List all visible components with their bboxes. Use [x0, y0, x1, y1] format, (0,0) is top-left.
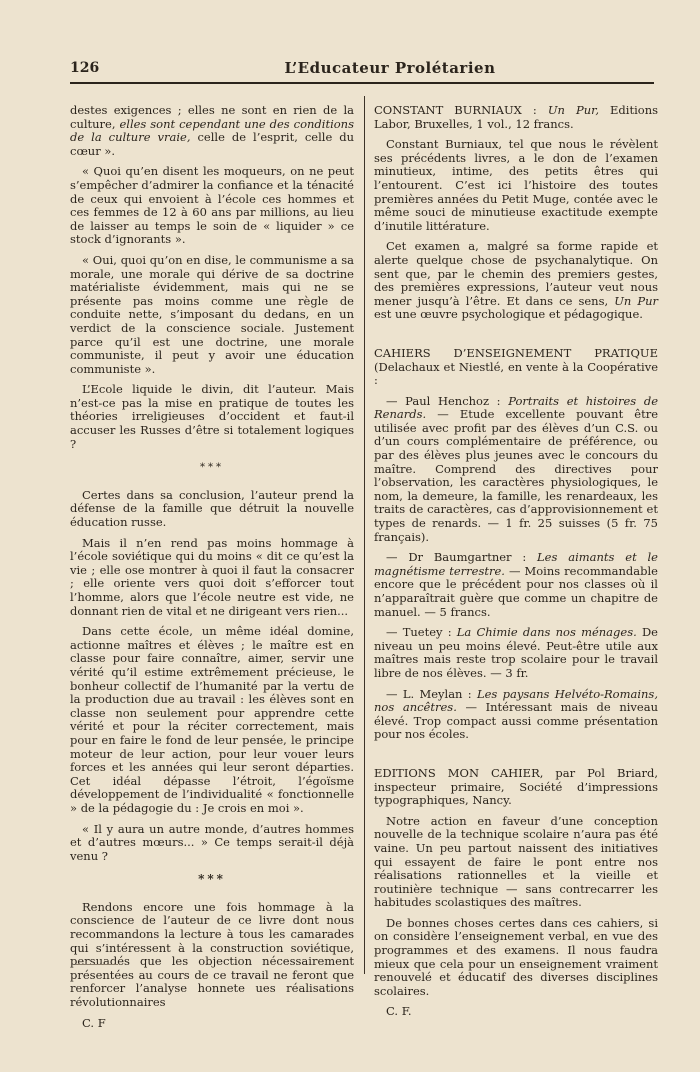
- paragraph: De bonnes choses certes dans ces cahiers, si on considère l’enseignement verbal, en vue des programmes et des examens. Il nous faudra mieux que cela pour un enseignement vraiment renouvelé et éducatif des diverses disciplines scolaires.: [374, 915, 658, 998]
- paragraph: destes exigences ; elles ne sont en rien de la culture, elles sont cependant une des conditions de la culture vraie, celle de l’esprit, celle du cœur ».: [70, 103, 355, 158]
- paragraph: — Dr Baumgartner : Les aimants et le magnétisme terrestre. — Moins recommandable encore que le précédent pour nos classes où il n’apparaîtrait guère que comme un chapitre de manuel. — 5 francs.: [374, 550, 658, 619]
- paragraph: Dans cette école, un même idéal domine, actionne maîtres et élèves ; le maître est en classe pour faire connaître, aimer, servir une vérité qu’il estime extrêmement précieuse, le bonheur collectif de l’humanité par la vertu de la production due au travail : les élèves sont en classe non seulement pour apprendre cette vérité et pour la réciter correctement, mais pour en faire le fond de leur pensée, le principe moteur de leur action, pour leur vouer leurs forces et les années qui leur seront départies. Cet idéal dépasse l’étroit, l’égoïsme développement de l’individualité « fonctionnelle » de la pédagogie du : Je crois en moi ».: [70, 624, 354, 815]
- paragraph: Notre action en faveur d’une conception nouvelle de la technique scolaire n’aura pas été vaine. Un peu partout naissent des initiatives qui essayent de faire le pont entre nos réalisations rationnelles et la vieille et routinière technique — sans contrecarrer les habitudes scolastiques des maîtres.: [374, 813, 658, 910]
- paragraph: — Paul Henchoz : Portraits et histoires de Renards. — Etude excellente pouvant être utilisée avec profit par des élèves d’un C.S. ou d’un cours complémentaire de préférence, ou par des élèves plus jeunes avec le concours du maître. Comprend des directives pour l’observation, les caractères physiologiques, le nom, la demeure, la famille, les renardeaux, les traits de caractères, cas d’approvisionnement et types de renards. — 1 fr. 25 suisses (5 fr. 75 français).: [374, 393, 658, 544]
- paragraph: Certes dans sa conclusion, l’auteur prend la défense de la famille que détruit la nouvelle éducation russe.: [70, 487, 354, 530]
- paragraph: L’Ecole liquide le divin, dit l’auteur. Mais n’est-ce pas la mise en pratique de toutes les théories irreligieuses d’occident et faut-il accuser les Russes d’être si totalement logiques ?: [70, 382, 354, 451]
- right-column: [374, 104, 658, 1026]
- review-heading: EDITIONS MON CAHIER, par Pol Briard, inspecteur primaire, Société d’impressions typographiques, Nancy.: [374, 765, 658, 808]
- paragraph: « Il y aura un autre monde, d’autres hommes et d’autres mœurs... » Ce temps serait-il déjà venu ?: [70, 821, 354, 863]
- page-header: [70, 58, 654, 82]
- journal-title: L’Educateur Prolétarien: [284, 59, 496, 77]
- section-separator: ***: [198, 872, 226, 887]
- paragraph: — L. Meylan : Les paysans Helvéto-Romains, nos ancêtres. — Intéressant mais de niveau élevé. Trop compact aussi comme présentation pour nos écoles.: [374, 686, 658, 742]
- header-rule: [70, 82, 654, 84]
- paragraph: « Quoi qu’en disent les moqueurs, on ne peut s’empêcher d’admirer la confiance et la ténacité de ceux qui envoient à l’école ces hommes et ces femmes de 12 à 60 ans par millions, au lieu de laisser au temps le soin de « liquider » ce stock d’ignorants ».: [70, 164, 354, 247]
- paragraph: « Oui, quoi qu’on en dise, le communisme a sa morale, une morale qui dérive de sa doctrine matérialiste évidemment, mais qui ne se présente pas moins comme une règle de conduite nette, s’imposant du dedans, en un verdict de la conscience sociale. Justement parce qu’il est une doctrine, une morale communiste, il peut y avoir une éducation communiste ».: [70, 252, 354, 376]
- paragraph: — Tuetey : La Chimie dans nos ménages. De niveau un peu moins élevé. Peut-être utile aux maîtres mais reste trop scolaire pour le travail libre de nos élèves. — 3 fr.: [374, 625, 658, 680]
- left-column: [70, 104, 354, 1037]
- signature: C. F: [82, 1015, 106, 1030]
- review-heading: CAHIERS D’ENSEIGNEMENT PRATIQUE (Delachaux et Niestlé, en vente à la Coopérative :: [374, 345, 658, 388]
- paragraph: Constant Burniaux, tel que nous le révèlent ses précédents livres, a le don de l’examen minutieux, intime, des petits êtres qui l’entourent. C’est ici l’histoire des toutes premières années du Petit Muge, contée avec le même souci de minutieuse exactitude exempte d’inutile littérature.: [374, 137, 658, 233]
- paragraph: Rendons encore une fois hommage à la conscience de l’auteur de ce livre dont nous recommandons la lecture à tous les camarades qui s’intéressent à la construction soviétique, persuadés que les objection nécessairement présentées au cours de ce travail ne feront que renforcer l’analyse honnete ues réalisations révolutionnaires: [70, 899, 354, 1010]
- paragraph: Cet examen a, malgré sa forme rapide et alerte quelque chose de psychanalytique. On sent que, par le chemin des premiers gestes, des premières expressions, l’auteur veut nous mener jusqu’à l’être. Et dans ce sens, Un Pur est une œuvre psychologique et pédagogique.: [374, 239, 658, 322]
- review-heading: CONSTANT BURNIAUX : Un Pur, Editions Labor, Bruxelles, 1 vol., 12 francs.: [374, 103, 658, 131]
- paragraph: Mais il n’en rend pas moins hommage à l’école soviétique qui du moins « dit ce qu’est la vie ; elle ose montrer à quoi il faut la consacrer ; elle oriente vers quoi doit s’efforcer tout l’homme, alors que l’école neutre est vide, ne donnant rien de vital et ne dirigeant vers rien...: [70, 535, 354, 618]
- section-separator: ***: [200, 462, 224, 474]
- page-number: 126: [70, 60, 100, 76]
- signature: C. F.: [386, 1004, 412, 1019]
- print-smudge: [76, 964, 118, 965]
- column-divider: [364, 96, 365, 974]
